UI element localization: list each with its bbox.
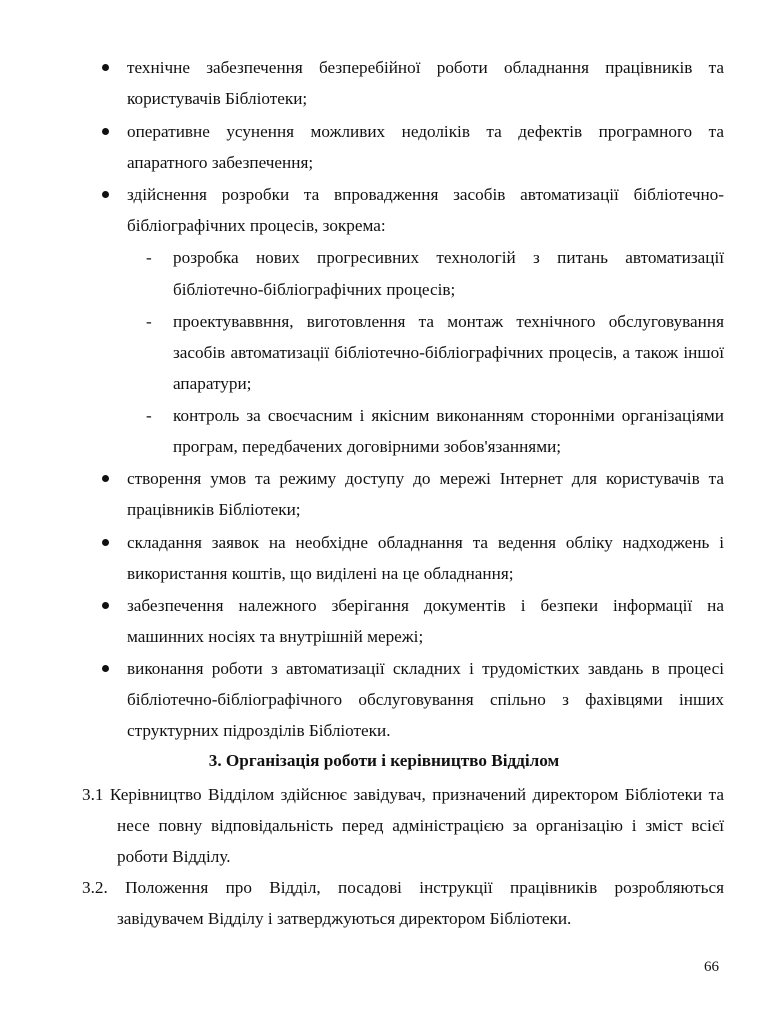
bullet-marker [102,64,109,71]
bullet-item-line: складання заявок на необхідне обладнання та ведення обліку надходжень і [127,533,724,552]
bullet-marker [102,665,109,672]
sub-item-line: програм, передбачених договірними зобов'язаннями; [173,437,562,456]
sub-item-line: проектуваввння, виготовлення та монтаж технічного обслуговування [173,312,724,331]
dash-marker: - [146,248,152,267]
bullet-item-line: машинних носіях та внутрішній мережі; [127,627,424,646]
bullet-item-line: бібліографічних процесів, зокрема: [127,216,386,235]
paragraph-line: 3.1 Керівництво Відділом здійснює завідувач, призначений директором Бібліотеки та [82,785,724,804]
bullet-item-line: оперативне усунення можливих недоліків та дефектів програмного та [127,122,724,141]
paragraph-line: завідувачем Відділу і затверджуються директором Бібліотеки. [117,909,572,928]
bullet-item-line: технічне забезпечення безперебійної роботи обладнання працівників та [127,58,724,77]
section-heading: 3. Організація роботи і керівництво Відділом [208,751,560,770]
dash-marker: - [146,406,152,425]
bullet-item-line: виконання роботи з автоматизації складних і трудомістких завдань в процесі [127,659,724,678]
bullet-marker [102,602,109,609]
bullet-marker [102,539,109,546]
sub-item-line: бібліотечно-бібліографічних процесів; [173,280,456,299]
bullet-item-line: бібліотечно-бібліографічного обслуговування спільно з фахівцями інших [127,690,724,709]
bullet-item-line: працівників Бібліотеки; [127,500,301,519]
bullet-item-line: використання коштів, що виділені на це обладнання; [127,564,514,583]
sub-item-line: контроль за своєчасним і якісним виконанням сторонніми організаціями [173,406,724,425]
bullet-marker [102,475,109,482]
bullet-item-line: апаратного забезпечення; [127,153,314,172]
dash-marker: - [146,312,152,331]
bullet-item-line: здійснення розробки та впровадження засобів автоматизації бібліотечно- [127,185,724,204]
page-number: 66 [704,959,719,975]
sub-item-line: засобів автоматизації бібліотечно-бібліографічних процесів, а також іншої [173,343,724,362]
bullet-item-line: забезпечення належного зберігання документів і безпеки інформації на [127,596,724,615]
bullet-marker [102,128,109,135]
paragraph-line: роботи Відділу. [117,847,231,866]
paragraph-line: 3.2. Положення про Відділ, посадові інструкції працівників розробляються [82,878,724,897]
paragraph-line: несе повну відповідальність перед адміністрацією за організацію і зміст всієї [117,816,724,835]
sub-item-line: апаратури; [173,374,252,393]
sub-item-line: розробка нових прогресивних технологій з питань автоматизації [173,248,724,267]
bullet-item-line: користувачів Бібліотеки; [127,89,308,108]
bullet-item-line: структурних підрозділів Бібліотеки. [127,721,391,740]
bullet-item-line: створення умов та режиму доступу до мережі Інтернет для користувачів та [127,469,724,488]
bullet-marker [102,191,109,198]
